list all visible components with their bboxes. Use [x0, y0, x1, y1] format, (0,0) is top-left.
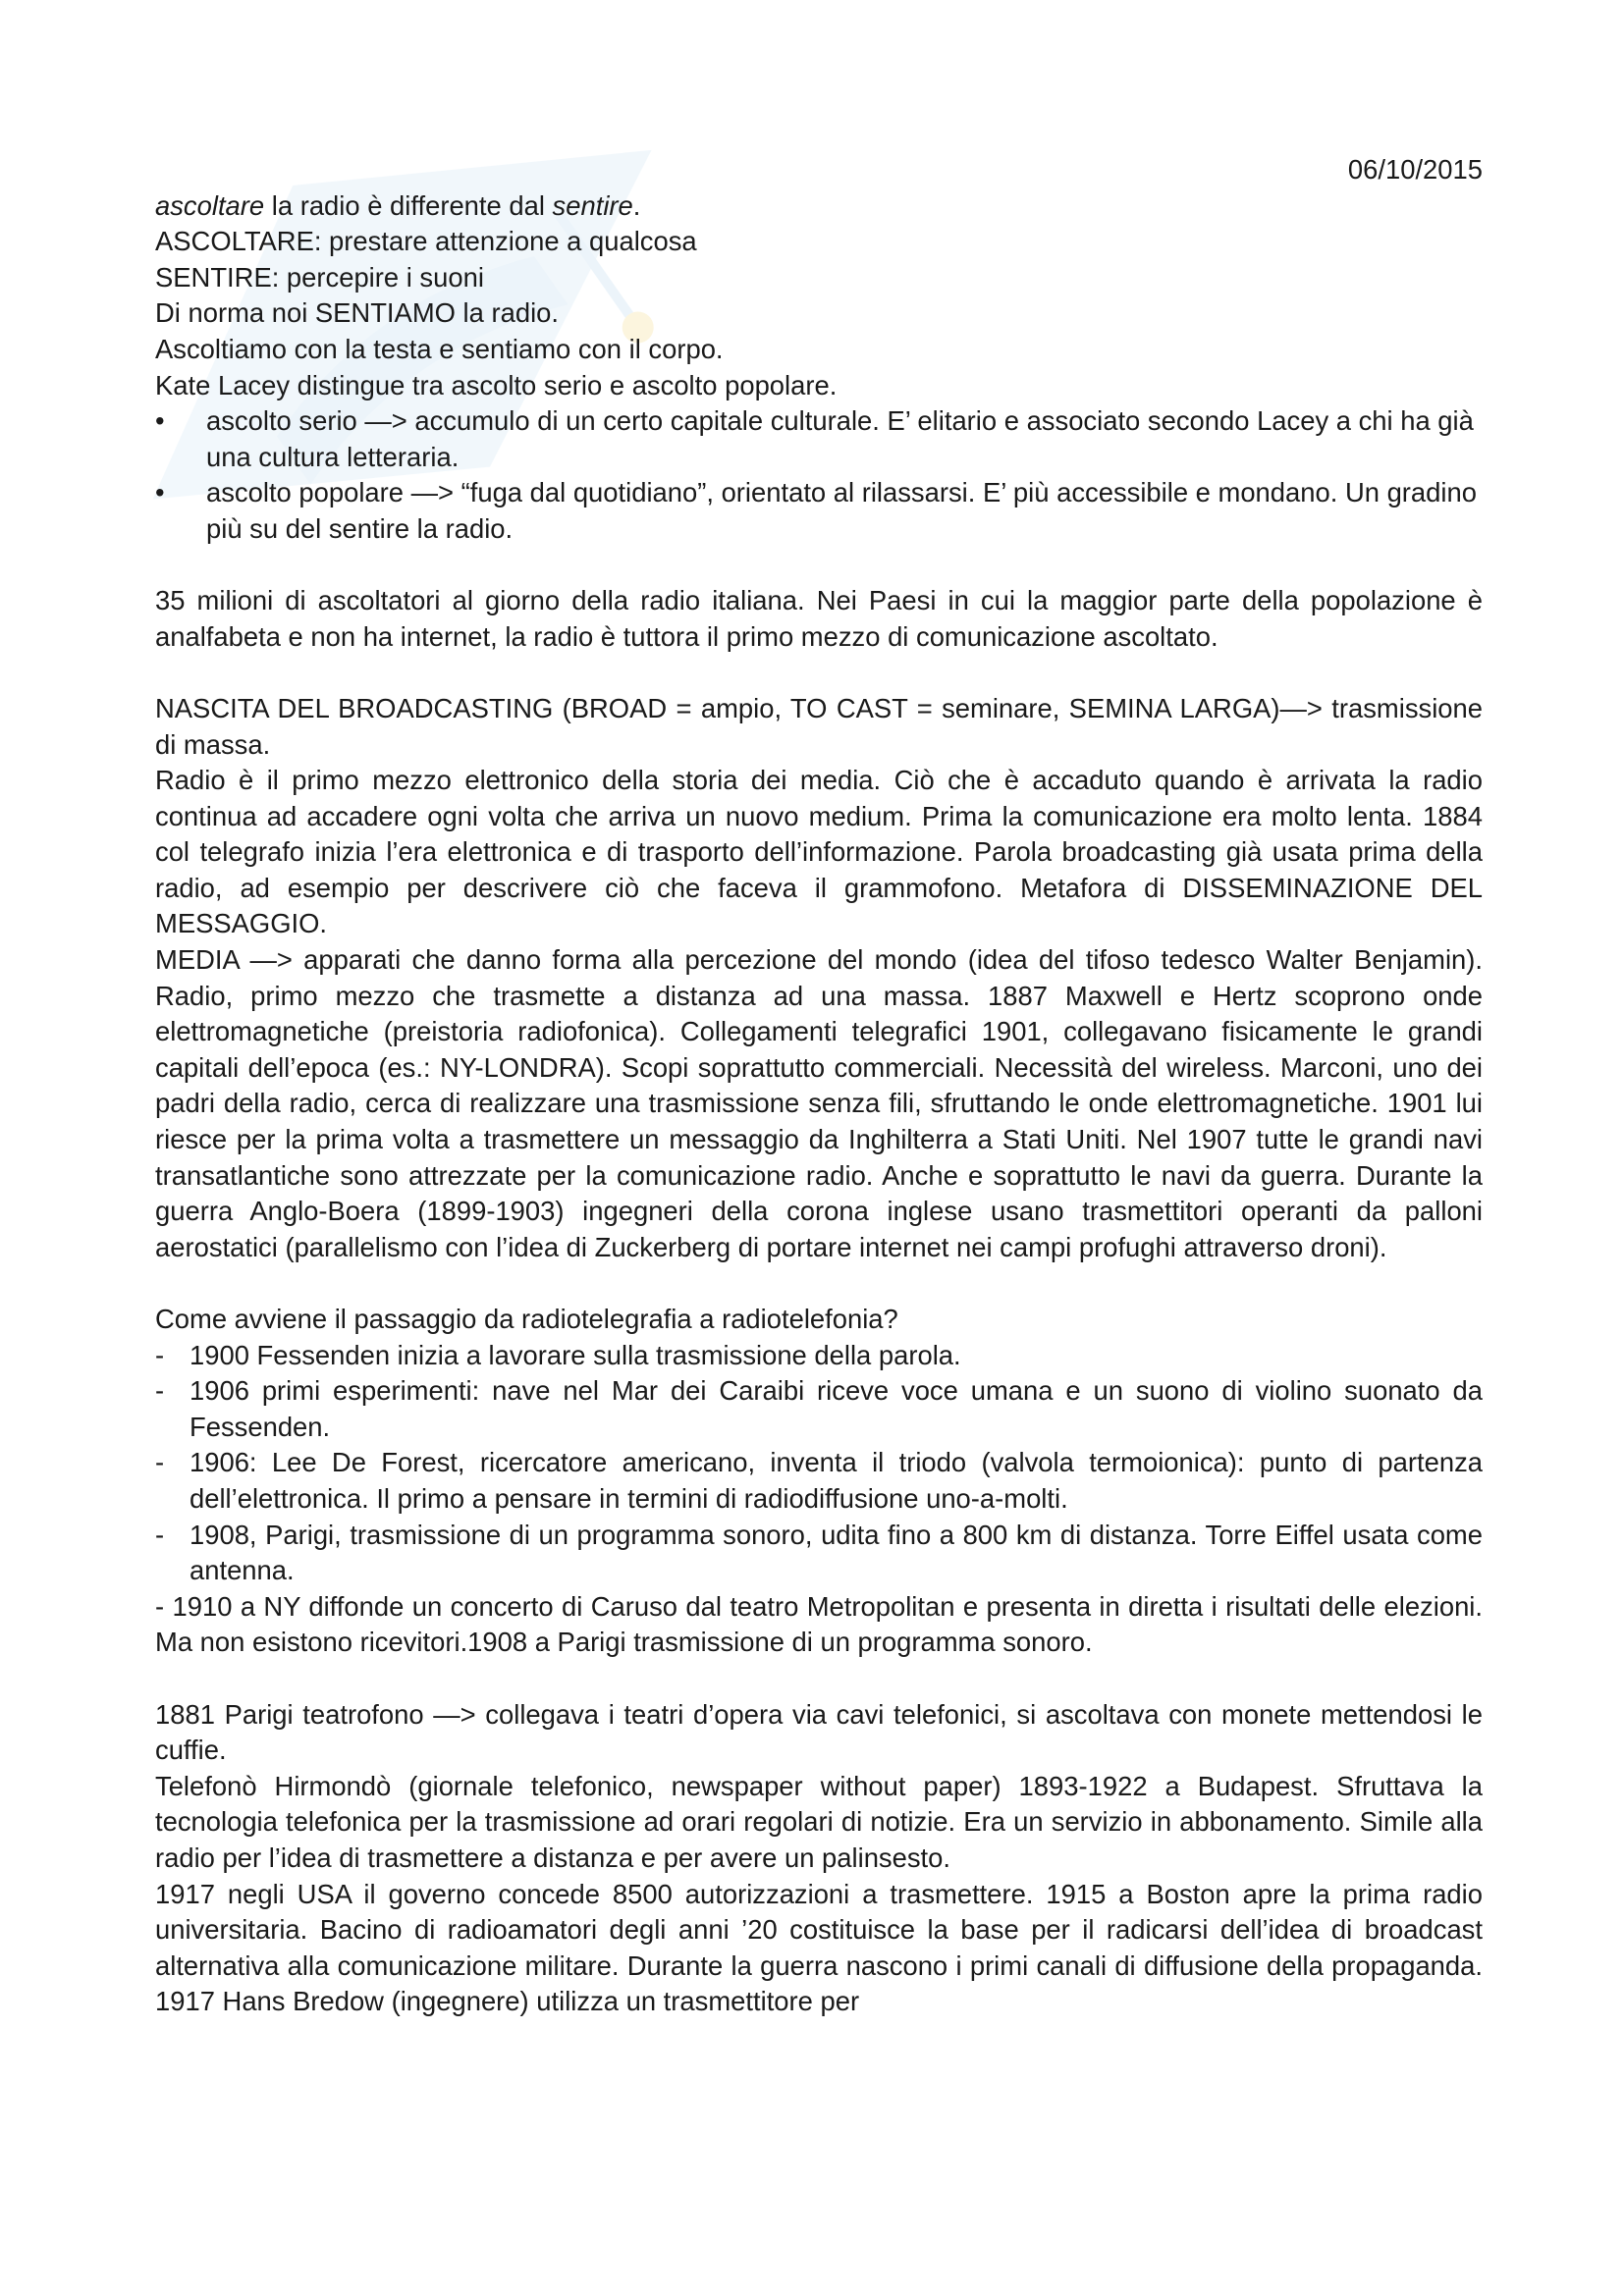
paragraph-listeners: 35 milioni di ascoltatori al giorno della radio italiana. Nei Paesi in cui la maggior parte della popolazione è analfabeta e non ha internet, la radio è tuttora il primo mezzo di comunicazione ascoltato.: [155, 585, 1483, 652]
intro-line-1: ascoltare la radio è differente dal sentire.: [155, 189, 641, 221]
dash-mark: -: [155, 1375, 165, 1407]
document-page: [155, 152, 1483, 2020]
paragraph-media: MEDIA —> apparati che danno forma alla percezione del mondo (idea del tifoso tedesco Walter Benjamin). Radio, primo mezzo che trasmette a distanza ad una massa. 1887 Maxwell e Hertz scoprono onde elettromagnetiche (preistoria radiofonica). Collegamenti telegrafici 1901, collegavano fisicamente le grandi capitali dell’epoca (es.: NY-LONDRA). Scopi soprattutto commerciali. Necessità del wireless. Marconi, uno dei padri della radio, cerca di realizzare una trasmissione senza fili, sfruttando le onde elettromagnetiche. 1901 lui riesce per la prima volta a trasmettere un messaggio da Inghilterra a Stati Uniti. Nel 1907 tutte le grandi navi transatlantiche sono attrezzate per la comunicazione radio. Anche e soprattutto le navi da guerra. Durante la guerra Anglo-Boera (1899-1903) ingegneri della corona inglese usano trasmettitori operanti da palloni aerostatici (parallelismo con l’idea di Zuckerberg di portare internet nei campi profughi attraverso droni).: [155, 944, 1483, 1262]
intro-line-4: Di norma noi SENTIAMO la radio.: [155, 297, 559, 329]
intro-line-3: SENTIRE: percepire i suoni: [155, 261, 484, 293]
list-item: • ascolto serio —> accumulo di un certo capitale culturale. E’ elitario e associato secondo Lacey a chi ha già una cultura letteraria.: [155, 405, 1474, 472]
intro-line-5: Ascoltiamo con la testa e sentiamo con il corpo.: [155, 333, 724, 364]
document-date: 06/10/2015: [1347, 154, 1483, 185]
paragraph-hirmondo: Telefonò Hirmondò (giornale telefonico, newspaper without paper) 1893-1922 a Budapest. Sfruttava la tecnologia telefonica per la trasmissione ad orari regolari di notizie. Era un servizio in abbonamento. Simile alla radio per l’idea di trasmettere a distanza e per avere un palinsesto.: [155, 1770, 1483, 1873]
paragraph-teatrofono: 1881 Parigi teatrofono —> collegava i teatri d’opera via cavi telefonici, si ascoltava con monete mettendosi le cuffie.: [155, 1698, 1483, 1766]
bullet-mark: •: [155, 477, 165, 508]
list-item: • ascolto popolare —> “fuga dal quotidiano”, orientato al rilassarsi. E’ più accessibile e mondano. Un gradino più su del sentire la radio.: [155, 477, 1477, 544]
list-item: - 1900 Fessenden inizia a lavorare sulla trasmissione della parola.: [155, 1338, 1483, 1374]
paragraph-broadcasting: NASCITA DEL BROADCASTING (BROAD = ampio, TO CAST = seminare, SEMINA LARGA)—> trasmissione di massa.: [155, 692, 1483, 760]
paragraph-1917: 1917 negli USA il governo concede 8500 autorizzazioni a trasmettere. 1915 a Boston apre la prima radio universitaria. Bacino di radioamatori degli anni ’20 costituisce la base per il radicarsi dell’idea di broadcast alternativa alla comunicazione militare. Durante la guerra nascono i primi canali di diffusione della propaganda. 1917 Hans Bredow (ingegnere) utilizza un trasmettitore per: [155, 1878, 1483, 2017]
list-item: - 1906: Lee De Forest, ricercatore americano, inventa il triodo (valvola termoionica): punto di partenza dell’elettronica. Il primo a pensare in termini di radiodiffusione uno-a-molti.: [155, 1447, 1483, 1514]
list-item: - 1908, Parigi, trasmissione di un programma sonoro, udita fino a 800 km di distanza. Torre Eiffel usata come antenna.: [155, 1519, 1483, 1586]
question-heading: Come avviene il passaggio da radiotelegrafia a radiotelefonia?: [155, 1304, 898, 1334]
list-item: - 1906 primi esperimenti: nave nel Mar dei Caraibi riceve voce umana e un suono di violino suonato da Fessenden.: [155, 1375, 1483, 1442]
term-ascoltare: ascoltare: [155, 189, 265, 221]
intro-line-2: ASCOLTARE: prestare attenzione a qualcosa: [155, 226, 697, 257]
paragraph-radio: Radio è il primo mezzo elettronico della storia dei media. Ciò che è accaduto quando è arrivata la radio continua ad accadere ogni volta che arriva un nuovo medium. Prima la comunicazione era molto lenta. 1884 col telegrafo inizia l’era elettronica e di trasporto dell’informazione. Parola broadcasting già usata prima della radio, ad esempio per descrivere ciò che faceva il grammofono. Metafora di DISSEMINAZIONE DEL MESSAGGIO.: [155, 765, 1483, 939]
list-item-inline: - 1910 a NY diffonde un concerto di Caruso dal teatro Metropolitan e presenta in diretta i risultati delle elezioni. Ma non esistono ricevitori.1908 a Parigi trasmissione di un programma sonoro.: [155, 1590, 1483, 1658]
term-sentire: sentire: [552, 189, 633, 221]
intro-line-6: Kate Lacey distingue tra ascolto serio e ascolto popolare.: [155, 369, 838, 400]
dash-mark: -: [155, 1339, 165, 1370]
bullet-mark: •: [155, 405, 165, 437]
dash-mark: -: [155, 1519, 165, 1550]
dash-mark: -: [155, 1447, 165, 1478]
